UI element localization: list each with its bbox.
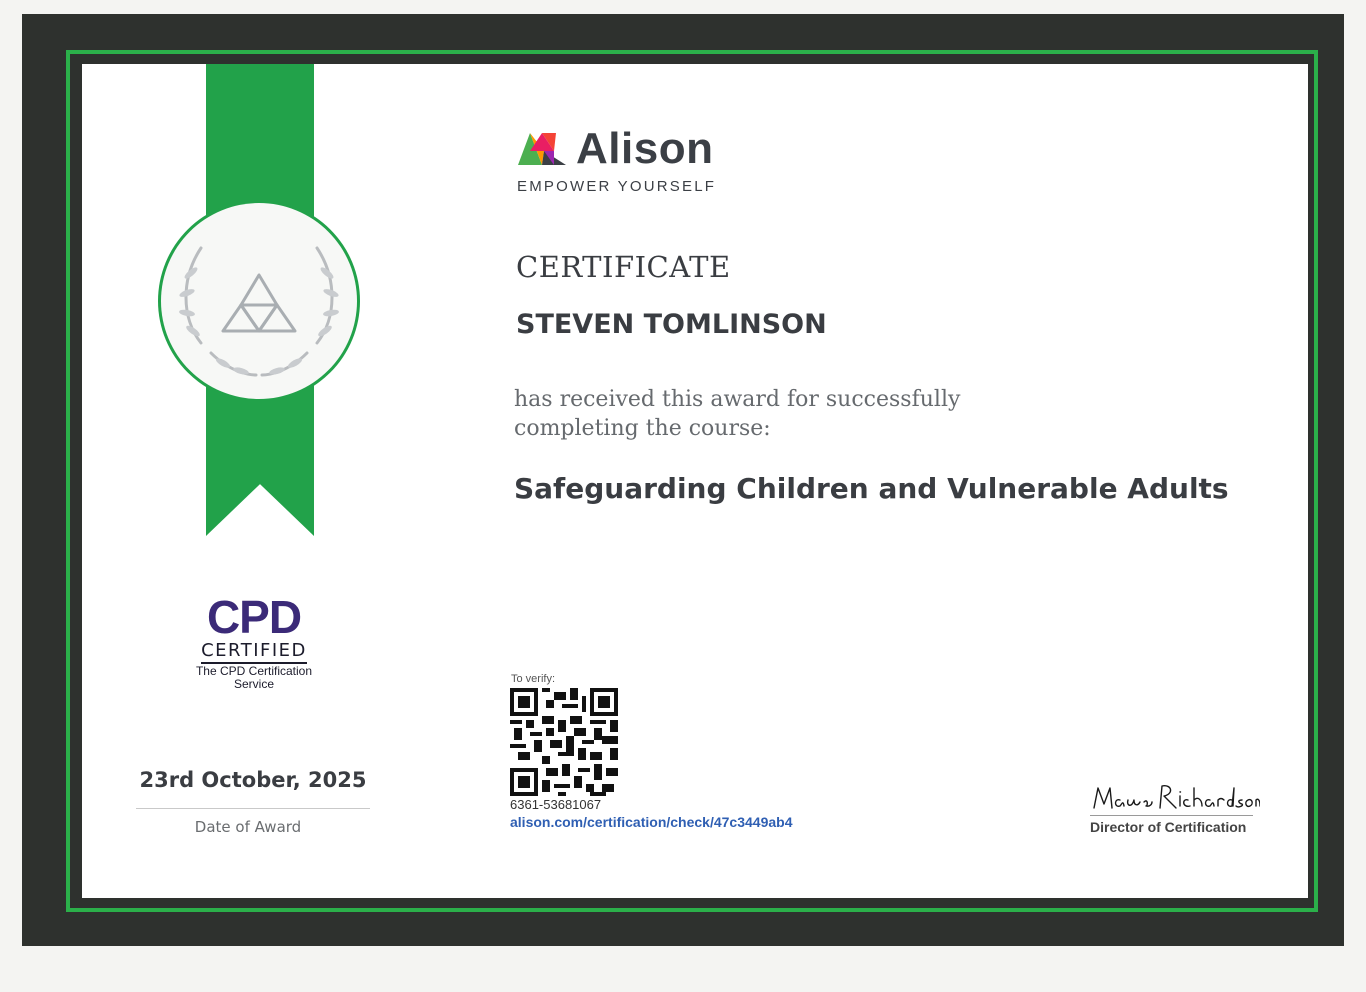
award-date-rule [136, 808, 370, 809]
certificate-heading: CERTIFICATE [516, 250, 731, 284]
cpd-service-line-2: Service [233, 677, 274, 691]
brand-tagline: EMPOWER YOURSELF [517, 178, 717, 195]
signature-image [1090, 780, 1260, 814]
laurel-wreath-icon [161, 203, 357, 399]
cpd-certified-badge [188, 591, 320, 691]
award-date: 23rd October, 2025 [139, 768, 367, 792]
cpd-service-line-1: The CPD Certification [195, 664, 313, 678]
alison-logo-icon [516, 131, 568, 167]
alison-logo [516, 124, 713, 174]
recipient-name: STEVEN TOMLINSON [516, 309, 827, 340]
signatory-title: Director of Certification [1090, 819, 1247, 835]
verify-label: To verify: [511, 673, 556, 685]
award-date-label: Date of Award [194, 818, 302, 836]
award-statement-line-2: completing the course: [514, 416, 771, 441]
cpd-logo-mark: CPD [206, 591, 302, 643]
verification-link[interactable]: alison.com/certification/check/47c3449ab4 [510, 814, 793, 830]
course-title: Safeguarding Children and Vulnerable Adults [514, 472, 1229, 505]
award-seal-face [161, 203, 357, 399]
alison-watermark-icon [223, 275, 295, 331]
verification-code: 6361-53681067 [510, 797, 602, 812]
signature-rule [1090, 815, 1253, 816]
verification-qr-code-icon[interactable] [510, 688, 618, 796]
cpd-certified-label: CERTIFIED [201, 640, 307, 664]
award-statement [514, 385, 1034, 443]
brand-name: Alison [576, 124, 714, 173]
award-statement-line-1: has received this award for successfully [514, 387, 961, 412]
